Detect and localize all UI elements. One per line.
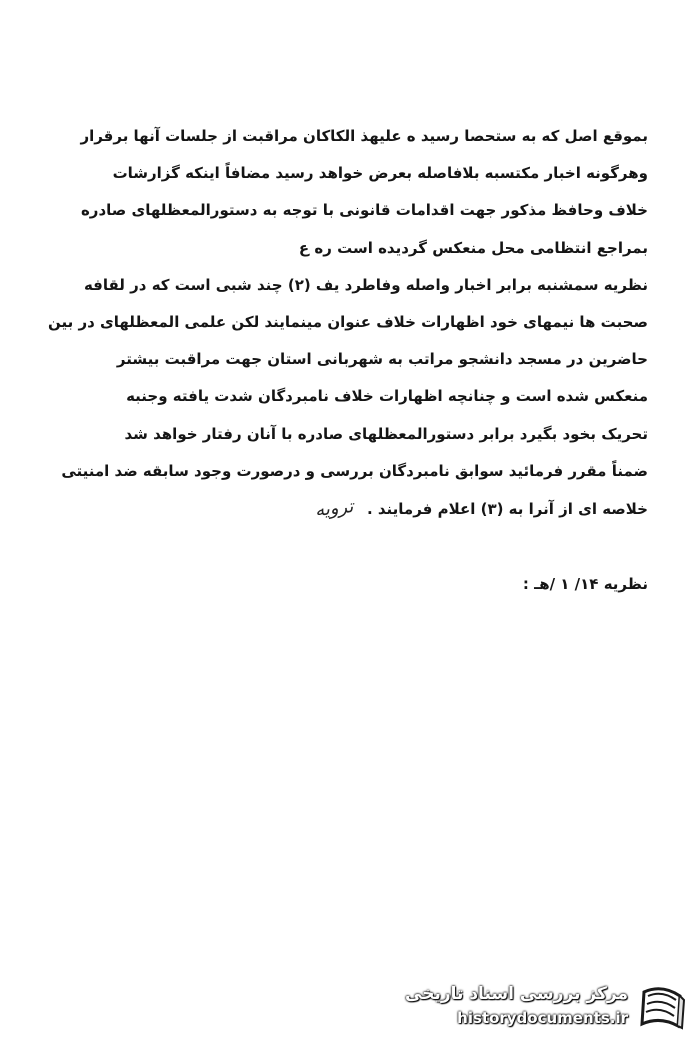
document-line: صحبت ها نیمهای خود اظهارات خلاف عنوان مینمایند لکن علمی المعظلهای در بین	[47, 312, 648, 331]
document-line: نظریه سمشنبه برابر اخبار واصله وفاطرد یف (۲) چند شبی است که در لقافه	[83, 275, 648, 294]
document-body	[40, 118, 648, 527]
watermark-url[interactable]: historydocuments.ir	[457, 1009, 628, 1027]
footer-note: نظریه ۱۴/ ۱ /هـ :	[522, 575, 648, 593]
document-line: ضمناً مقرر فرمائید سوابق نامبردگان بررسی و درصورت وجود سابقه ضد امنیتی	[61, 461, 648, 480]
watermark	[400, 982, 690, 1034]
document-line: تحریک بخود بگیرد برابر دستورالمعظلهای صادره با آنان رفتار خواهد شد	[124, 424, 648, 443]
document-line: بموقع اصل که به ستحصا رسید ه علیهذ الکاکان مراقبت از جلسات آنها برقرار	[80, 127, 648, 145]
document-line: خلاف وحافظ مذکور جهت اقدامات قانونی با توجه به دستورالمعظلهای صادره	[80, 201, 648, 220]
document-line: منعکس شده است و چنانچه اظهارات خلاف نامبردگان شدت یافته وجنبه	[126, 387, 648, 406]
document-line: بمراجع انتظامی محل منعکس گردیده است ره ع	[298, 238, 648, 257]
document-line-text: خلاصه ای از آنرا به (۳) اعلام فرمایند .	[366, 499, 648, 518]
watermark-title: مرکز بررسی اسناد تاریخی	[405, 984, 628, 1004]
book-icon	[634, 982, 690, 1034]
document-line	[40, 490, 648, 527]
document-line: وهرگونه اخبار مکتسبه بلافاصله بعرض خواهد رسید مضافاً اینکه گزارشات	[112, 164, 648, 183]
document-line: حاضرین در مسجد دانشجو مراتب به شهربانی استان جهت مراقبت بیشتر	[116, 350, 648, 369]
handwritten-signature: ترویه	[314, 495, 355, 521]
